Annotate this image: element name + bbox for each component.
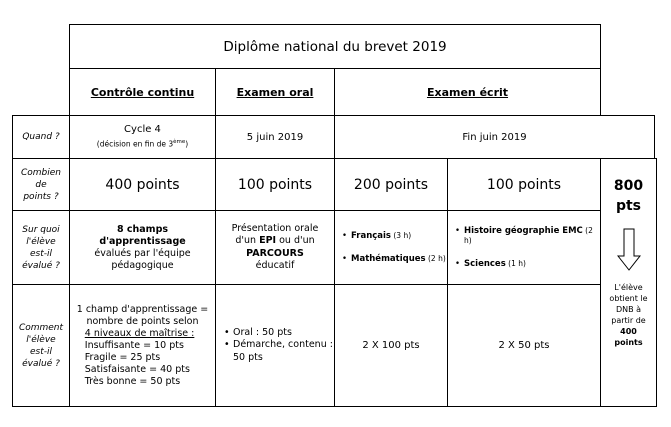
total-column (600, 158, 657, 407)
list-item: • Démarche, contenu : 50 pts (224, 339, 333, 364)
row-label-sur-quoi: Sur quoi l'élève est-il évalué ? (12, 210, 70, 285)
list-item: Insuffisante = 10 pts (84, 339, 184, 351)
comment-ecrit-1: 2 X 100 pts (334, 284, 448, 407)
total-points: 800 pts (613, 178, 644, 214)
comment-controle: 1 champ d'apprentissage = nombre de points selon 4 niveaux de maîtrise : Insuffisante = 10 pts Fragile = 25 pts Satisfaisante = 40 pts Très bonne = 50 pts (69, 284, 216, 407)
list-item: Fragile = 25 pts (84, 351, 161, 363)
surquoi-ecrit-1 (334, 210, 448, 285)
comment-ecrit-2: 2 X 50 pts (447, 284, 601, 407)
levels-title: 4 niveaux de maîtrise : (84, 327, 195, 339)
list-item: • Sciences (1 h) (455, 259, 600, 269)
down-arrow-icon (617, 228, 641, 272)
quand-ecrit: Fin juin 2019 (334, 115, 655, 159)
row-label-quand: Quand ? (12, 115, 70, 159)
list-item: • Français (3 h) (342, 231, 446, 241)
row-label-combien: Combien de points ? (12, 158, 70, 211)
header-examen-ecrit: Examen écrit (334, 68, 601, 116)
table-title: Diplôme national du brevet 2019 (69, 24, 601, 69)
list-item: Très bonne = 50 pts (84, 375, 181, 387)
list-item: • Mathématiques (2 h) (342, 254, 446, 264)
surquoi-oral: Présentation orale d'un EPI ou d'un PARCOURS éducatif (215, 210, 335, 285)
quand-controle (69, 115, 216, 159)
obtain-text: L'élève obtient le DNB à partir de 400 points (609, 283, 648, 347)
comment-oral (215, 284, 335, 407)
surquoi-ecrit-2 (447, 210, 601, 285)
list-item: • Oral : 50 pts (224, 327, 333, 340)
points-ecrit-francais-maths: 200 points (334, 158, 448, 211)
header-examen-oral: Examen oral (215, 68, 335, 116)
surquoi-controle: 8 champs d'apprentissage évalués par l'équipe pédagogique (69, 210, 216, 285)
quand-controle-decision: (décision en fin de 3ème) (96, 139, 189, 149)
points-ecrit-hg-sciences: 100 points (447, 158, 601, 211)
header-controle-continu: Contrôle continu (69, 68, 216, 116)
quand-controle-cycle: Cycle 4 (124, 124, 161, 136)
row-label-comment: Comment l'élève est-il évalué ? (12, 284, 70, 407)
points-controle: 400 points (69, 158, 216, 211)
list-item: Satisfaisante = 40 pts (84, 363, 190, 375)
quand-oral: 5 juin 2019 (215, 115, 335, 159)
points-oral: 100 points (215, 158, 335, 211)
list-item: • Histoire géographie EMC (2 h) (455, 226, 600, 246)
